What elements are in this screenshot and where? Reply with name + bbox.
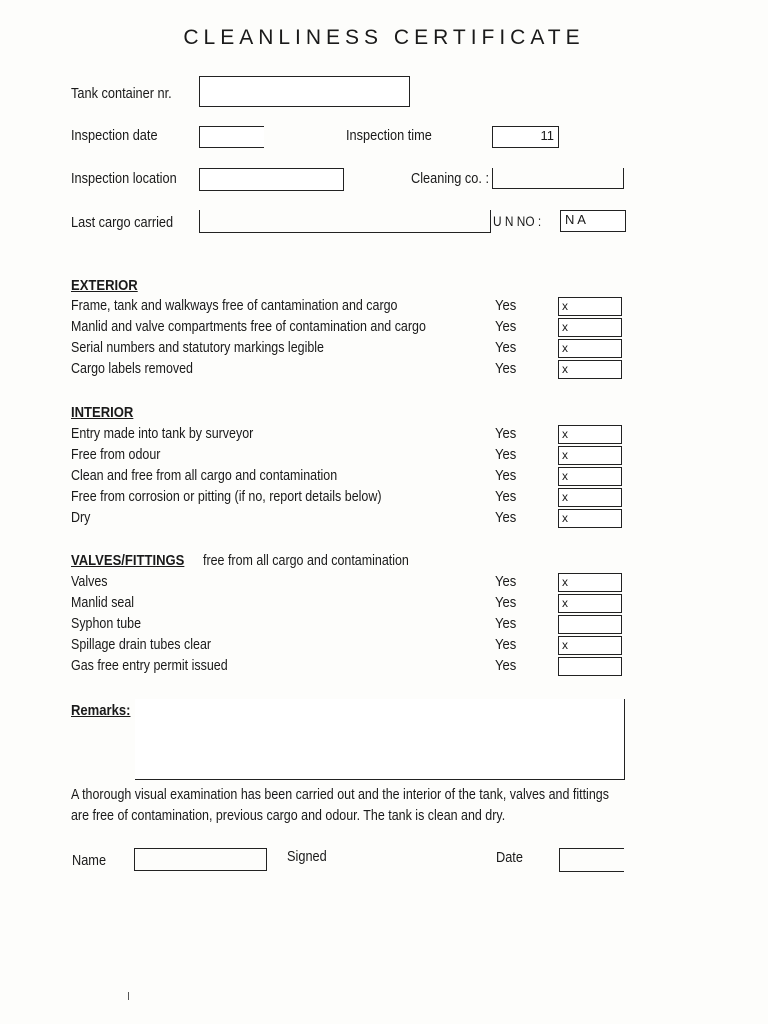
signed-label: Signed: [287, 849, 327, 865]
checklist-item-label: Free from odour: [71, 447, 161, 463]
checklist-row: [71, 508, 631, 529]
checkbox[interactable]: x: [558, 467, 622, 486]
checklist-answer: Yes: [495, 510, 517, 526]
statement-line-2: are free of contamination, previous cargo and odour. The tank is clean and dry.: [71, 808, 506, 824]
checklist-row: [71, 487, 631, 508]
checklist-item-label: Valves: [71, 574, 108, 590]
checklist-item-label: Serial numbers and statutory markings legible: [71, 340, 324, 356]
checklist-item-label: Gas free entry permit issued: [71, 658, 228, 674]
inspection-time-label: Inspection time: [346, 128, 432, 144]
name-field[interactable]: [134, 848, 267, 871]
section-subtitle-valves: free from all cargo and contamination: [203, 553, 409, 569]
exterior-section: [71, 296, 631, 380]
checkbox[interactable]: x: [558, 509, 622, 528]
checklist-row: [71, 317, 631, 338]
checkbox[interactable]: x: [558, 573, 622, 592]
checkbox[interactable]: x: [558, 594, 622, 613]
checklist-row: [71, 635, 631, 656]
checklist-item-label: Manlid and valve compartments free of contamination and cargo: [71, 319, 426, 335]
cleaning-co-field[interactable]: [492, 168, 624, 189]
checklist-row: [71, 572, 631, 593]
last-cargo-field[interactable]: [199, 210, 491, 233]
certificate-title: CLEANLINESS CERTIFICATE: [183, 26, 585, 49]
section-heading-valves: VALVES/FITTINGS: [71, 553, 185, 569]
checklist-item-label: Spillage drain tubes clear: [71, 637, 212, 653]
checklist-answer: Yes: [495, 361, 517, 377]
checklist-answer: Yes: [495, 340, 517, 356]
checklist-answer: Yes: [495, 489, 517, 505]
inspection-date-label: Inspection date: [71, 128, 158, 144]
checklist-row: [71, 338, 631, 359]
checklist-answer: Yes: [495, 319, 517, 335]
checklist-item-label: Cargo labels removed: [71, 361, 193, 377]
checklist-answer: Yes: [495, 426, 517, 442]
checkbox[interactable]: x: [558, 339, 622, 358]
checklist-row: [71, 656, 631, 677]
name-label: Name: [72, 853, 107, 869]
date-label: Date: [496, 850, 523, 866]
checklist-row: [71, 614, 631, 635]
checklist-answer: Yes: [495, 616, 517, 632]
tank-container-label: Tank container nr.: [71, 86, 172, 102]
checklist-item-label: Free from corrosion or pitting (if no, report details below): [71, 489, 382, 505]
checklist-row: [71, 359, 631, 380]
un-no-field[interactable]: N A: [560, 210, 626, 232]
checklist-answer: Yes: [495, 468, 517, 484]
checklist-row: [71, 296, 631, 317]
checklist-answer: Yes: [495, 595, 517, 611]
checkbox[interactable]: x: [558, 488, 622, 507]
checklist-row: [71, 424, 631, 445]
inspection-location-field[interactable]: [199, 168, 344, 191]
interior-section: [71, 424, 631, 529]
checklist-item-label: Frame, tank and walkways free of cantamination and cargo: [71, 298, 398, 314]
section-heading-exterior: EXTERIOR: [71, 278, 138, 294]
last-cargo-label: Last cargo carried: [71, 215, 174, 231]
checkbox[interactable]: [558, 615, 622, 634]
checkbox[interactable]: x: [558, 360, 622, 379]
statement-line-1: A thorough visual examination has been carried out and the interior of the tank, valves and fittings: [71, 787, 609, 803]
checklist-item-label: Manlid seal: [71, 595, 135, 611]
checklist-answer: Yes: [495, 447, 517, 463]
checklist-answer: Yes: [495, 637, 517, 653]
checkbox[interactable]: x: [558, 297, 622, 316]
inspection-date-field[interactable]: [199, 126, 264, 148]
date-field[interactable]: [559, 848, 624, 872]
checkbox[interactable]: x: [558, 446, 622, 465]
checklist-item-label: Clean and free from all cargo and contamination: [71, 468, 338, 484]
checklist-item-label: Dry: [71, 510, 91, 526]
checklist-item-label: Entry made into tank by surveyor: [71, 426, 254, 442]
un-no-label: U N NO :: [493, 214, 542, 229]
checklist-row: [71, 445, 631, 466]
inspection-time-field[interactable]: 11: [492, 126, 559, 148]
remarks-label: Remarks:: [71, 703, 131, 719]
remarks-field[interactable]: [135, 699, 625, 780]
checkbox[interactable]: [558, 657, 622, 676]
checkbox[interactable]: x: [558, 425, 622, 444]
tank-container-field[interactable]: [199, 76, 410, 107]
checklist-answer: Yes: [495, 658, 517, 674]
valves-section: [71, 572, 631, 677]
section-heading-interior: INTERIOR: [71, 405, 134, 421]
checklist-answer: Yes: [495, 298, 517, 314]
checkbox[interactable]: x: [558, 636, 622, 655]
scan-mark: [128, 992, 129, 1000]
checkbox[interactable]: x: [558, 318, 622, 337]
checklist-answer: Yes: [495, 574, 517, 590]
inspection-location-label: Inspection location: [71, 171, 177, 187]
cleaning-co-label: Cleaning co. :: [411, 171, 490, 187]
checklist-row: [71, 593, 631, 614]
checklist-item-label: Syphon tube: [71, 616, 142, 632]
checklist-row: [71, 466, 631, 487]
